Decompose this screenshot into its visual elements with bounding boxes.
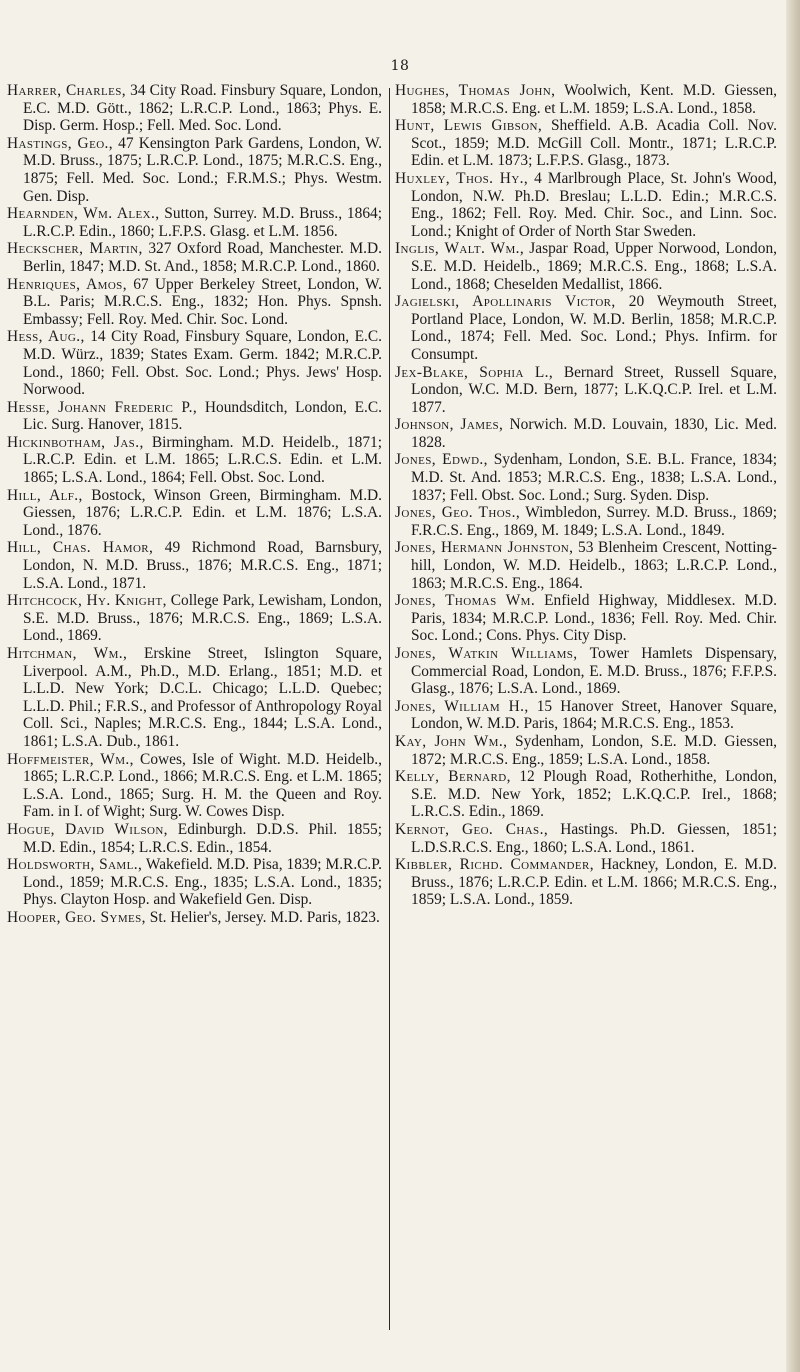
entry-details: 15 Hanover Street, Hanover Square, London, W. M.D. Paris, 1864; M.R.C.S. Eng., 1853.: [411, 697, 777, 733]
entry-name: Hoffmeister, Wm.,: [7, 750, 134, 768]
directory-entry: [395, 733, 777, 768]
entry-details: 49 Richmond Road, Barnsbury, London, N. M.D. Bruss., 1876; M.R.C.S. Eng., 1871; L.S.A. Lond., 1871.: [23, 539, 382, 592]
entry-details: Hackney, London, E. M.D. Bruss., 1876; L.R.C.P. Edin. et L.M. 1866; M.R.C.S. Eng., 1859; L.S.A. Lond., 1859.: [411, 856, 777, 909]
entry-details: Cowes, Isle of Wight. M.D. Heidelb., 1865; L.R.C.P. Lond., 1866; M.R.C.S. Eng. et L.M. 1865; L.S.A. Lond., 1865; Surg. H. M. the Queen and Roy. Fam. in I. of Wight; Surg. W. Cowes Disp.: [23, 750, 382, 821]
entry-details: Edinburgh. D.D.S. Phil. 1855; M.D. Edin., 1854; L.R.C.S. Edin., 1854.: [23, 820, 382, 856]
directory-entry: [7, 751, 382, 821]
entry-name: Henriques, Amos,: [7, 275, 127, 293]
entry-name: Hastings, Geo.,: [7, 134, 114, 152]
entry-details: Jaspar Road, Upper Norwood, London, S.E. M.D. Heidelb., 1869; M.R.C.S. Eng., 1868; L.S.A. Lond., 1868; Cheselden Medallist, 1866.: [411, 240, 777, 293]
entry-details: Sutton, Surrey. M.D. Bruss., 1864; L.R.C.P. Edin., 1860; L.F.P.S. Glasg. et L.M. 1856.: [23, 205, 382, 240]
entry-name: Jones, Hermann Johnston,: [395, 539, 574, 557]
directory-entry: [395, 170, 777, 240]
directory-entry: [7, 276, 382, 329]
entry-details: St. Helier's, Jersey. M.D. Paris, 1823.: [145, 908, 380, 926]
directory-entry: [7, 399, 382, 434]
entry-details: College Park, Lewisham, London, S.E. M.D. Bruss., 1876; M.R.C.S. Eng., 1869; L.S.A. Lond., 1869.: [23, 592, 382, 645]
right-column: [395, 82, 777, 909]
directory-entry: [395, 293, 777, 363]
directory-entry: [395, 364, 777, 417]
entry-name: Hooper, Geo. Symes,: [7, 908, 146, 926]
entry-details: Tower Hamlets Dispensary, Commercial Road, London, E. M.D. Bruss., 1876; F.F.P.S. Glasg., 1876; L.S.A. Lond., 1869.: [411, 645, 777, 698]
entry-details: 20 Weymouth Street, Portland Place, London, W. M.D. Berlin, 1858; M.R.C.P. Lond., 1874; Fell. Med. Soc. Lond.; Phys. Infirm. for Consumpt.: [411, 293, 777, 363]
entry-name: Jones, William H.,: [395, 697, 529, 715]
directory-entry: [395, 451, 777, 504]
directory-entry: [395, 768, 777, 821]
entry-name: Jones, Watkin Williams,: [395, 645, 578, 662]
entry-name: Jex-Blake, Sophia L.,: [395, 363, 554, 381]
entry-details: 12 Plough Road, Rotherhithe, London, S.E. M.D. New York, 1852; L.K.Q.C.P. Irel., 1868; L.R.C.S. Edin., 1869.: [411, 768, 777, 821]
entry-name: Huxley, Thos. Hy.,: [395, 169, 529, 187]
entry-name: Jones, Geo. Thos.,: [395, 504, 521, 522]
entry-name: Heckscher, Martin,: [7, 240, 143, 258]
entry-name: Kelly, Bernard,: [395, 768, 511, 786]
directory-entry: [7, 135, 382, 205]
entry-details: Wimbledon, Surrey. M.D. Bruss., 1869; F.R.C.S. Eng., 1869, M. 1849; L.S.A. Lond., 1849.: [411, 504, 777, 539]
entry-details: Bostock, Winson Green, Birmingham. M.D. Giessen, 1876; L.R.C.P. Edin. et L.M. 1876; L.S.A. Lond., 1876.: [23, 486, 383, 539]
entry-name: Hitchman, Wm.,: [7, 645, 128, 662]
directory-entry: [395, 82, 777, 117]
entry-name: Inglis, Walt. Wm.,: [395, 240, 525, 258]
directory-entry: [7, 240, 382, 275]
directory-entry: [7, 821, 382, 856]
directory-entry: [395, 698, 777, 733]
left-column: [7, 82, 382, 927]
entry-name: Hill, Alf.,: [7, 486, 83, 504]
entry-details: 67 Upper Berkeley Street, London, W. B.L. Paris; M.R.C.S. Eng., 1832; Hon. Phys. Spnsh. Embassy; Fell. Roy. Med. Chir. Soc. Lond.: [23, 275, 382, 328]
directory-entry: [7, 856, 382, 909]
entry-details: Houndsditch, London, E.C. Lic. Surg. Hanover, 1815.: [23, 398, 382, 434]
entry-name: Kibbler, Richd. Commander,: [395, 856, 594, 874]
directory-entry: [7, 909, 382, 927]
entry-details: Hastings. Ph.D. Giessen, 1851; L.D.S.R.C.S. Eng., 1860; L.S.A. Lond., 1861.: [411, 820, 777, 856]
entry-name: Hearnden, Wm. Alex.,: [7, 205, 160, 223]
directory-entry: [7, 328, 382, 398]
entry-details: Wakefield. M.D. Pisa, 1839; M.R.C.P. Lond., 1859; M.R.C.S. Eng., 1835; L.S.A. Lond., 1835; Phys. Clayton Hosp. and Wakefield Gen. Disp.: [23, 856, 382, 909]
entry-details: Bernard Street, Russell Square, London, W.C. M.D. Bern, 1877; L.K.Q.C.P. Irel. et L.M. 1877.: [411, 363, 777, 416]
entry-name: Jagielski, Apollinaris Victor,: [395, 293, 616, 311]
entry-details: Sheffield. A.B. Acadia Coll. Nov. Scot., 1859; M.D. McGill Coll. Montr., 1871; L.R.C.P. Edin. et L.M. 1873; L.F.P.S. Glasg., 1873.: [411, 117, 777, 170]
entry-name: Hickinbotham, Jas.,: [7, 433, 144, 451]
directory-entry: [395, 240, 777, 293]
entry-name: Kernot, Geo. Chas.,: [395, 820, 549, 838]
entry-details: Sydenham, London, S.E. B.L. France, 1834; M.D. St. And. 1853; M.R.C.S. Eng., 1838; L.S.A. Lond., 1837; Fell. Obst. Soc. Lond.; Surg. Syden. Disp.: [411, 451, 777, 504]
entry-details: 34 City Road. Finsbury Square, London, E.C. M.D. Gött., 1862; L.R.C.P. Lond., 1863; Phys. E. Disp. Germ. Hosp.; Fell. Med. Soc. Lond.: [23, 82, 382, 135]
directory-entry: [395, 821, 777, 856]
column-divider: [389, 88, 390, 1330]
entry-name: Kay, John Wm.,: [395, 732, 508, 750]
entry-details: 327 Oxford Road, Manchester. M.D. Berlin, 1847; M.D. St. And., 1858; M.R.C.P. Lond., 1860.: [23, 240, 382, 275]
entry-details: Erskine Street, Islington Square, Liverpool. A.M., Ph.D., M.D. Erlang., 1851; M.D. et L.L.D. New York; D.C.L. Chicago; L.L.D. Quebec; L.L.D. Phil.; F.R.S., and Professor of Anthropology Royal Coll. Sci., Naples; M.R.C.S. Eng., 1844; L.S.A. Lond., 1861; L.S.A. Dub., 1861.: [23, 645, 382, 750]
entry-name: Hess, Aug.,: [7, 328, 85, 346]
entry-name: Hughes, Thomas John,: [395, 82, 556, 99]
directory-entry: [7, 592, 382, 645]
page-edge: [786, 0, 800, 1372]
directory-entry: [7, 82, 382, 135]
entry-details: 4 Marlbrough Place, St. John's Wood, London, N.W. Ph.D. Breslau; L.L.D. Edin.; M.R.C.S. Eng., 1862; Fell. Roy. Med. Chir. Soc., and Linn. Soc. Lond.; Knight of Order of North Star Sweden.: [411, 169, 777, 240]
entry-name: Jones, Thomas Wm.: [395, 592, 536, 610]
directory-entry: [395, 504, 777, 539]
entry-details: Enfield Highway, Middlesex. M.D. Paris, 1834; M.R.C.P. Lond., 1836; Fell. Roy. Med. Chir. Soc. Lond.; Cons. Phys. City Disp.: [411, 592, 777, 645]
directory-entry: [395, 592, 777, 645]
entry-details: 14 City Road, Finsbury Square, London, E.C. M.D. Würz., 1839; States Exam. Germ. 1842; M.R.C.P. Lond., 1860; Fell. Obst. Soc. Lond.; Phys. Jews' Hosp. Norwood.: [23, 328, 383, 399]
entry-name: Jones, Edwd.,: [395, 451, 488, 469]
entry-name: Johnson, James,: [395, 416, 504, 434]
entry-name: Holdsworth, Saml.,: [7, 856, 143, 874]
directory-entry: [395, 416, 777, 451]
directory-entry: [7, 645, 382, 751]
entry-details: Sydenham, London, S.E. M.D. Giessen, 1872; M.R.C.S. Eng., 1859; L.S.A. Lond., 1858.: [411, 732, 777, 768]
directory-entry: [7, 205, 382, 240]
entry-name: Hill, Chas. Hamor,: [7, 539, 154, 557]
entry-name: Hitchcock, Hy. Knight,: [7, 592, 167, 610]
entry-details: Woolwich, Kent. M.D. Giessen, 1858; M.R.C.S. Eng. et L.M. 1859; L.S.A. Lond., 1858.: [411, 82, 777, 117]
directory-entry: [7, 539, 382, 592]
entry-name: Hogue, David Wilson,: [7, 820, 168, 838]
entry-details: Birmingham. M.D. Heidelb., 1871; L.R.C.P. Edin. et L.M. 1865; L.R.C.S. Edin. et L.M. 1865; L.S.A. Lond., 1864; Fell. Obst. Soc. Lond.: [23, 433, 382, 487]
page-number: 18: [390, 58, 410, 74]
directory-entry: [395, 539, 777, 592]
directory-entry: [395, 856, 777, 909]
entry-details: 47 Kensington Park Gardens, London, W. M.D. Bruss., 1875; L.R.C.P. Lond., 1875; M.R.C.S. Eng., 1875; Fell. Med. Soc. Lond.; F.R.M.S.; Phys. Westm. Gen. Disp.: [23, 134, 382, 205]
entry-details: Norwich. M.D. Louvain, 1830, Lic. Med. 1828.: [411, 416, 777, 451]
entry-name: Harrer, Charles,: [7, 82, 127, 99]
entry-name: Hesse, Johann Frederic P.,: [7, 398, 198, 416]
entry-details: 53 Blenheim Crescent, Notting-hill, London, W. M.D. Heidelb., 1863; L.R.C.P. Lond., 1863; M.R.C.S. Eng., 1864.: [411, 539, 777, 592]
directory-entry: [395, 117, 777, 170]
directory-entry: [7, 434, 382, 487]
entry-name: Hunt, Lewis Gibson,: [395, 117, 543, 135]
directory-entry: [7, 487, 382, 540]
directory-entry: [395, 645, 777, 698]
